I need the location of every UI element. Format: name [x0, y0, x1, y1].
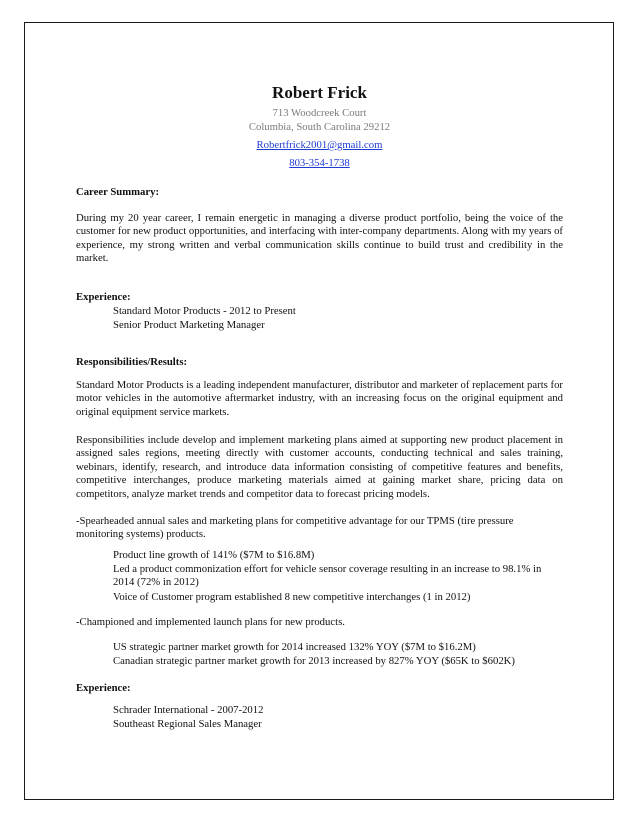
experience-2-title: Southeast Regional Sales Manager	[113, 718, 262, 730]
result-product-line-growth: Product line growth of 141% ($7M to $16.8M)	[113, 549, 315, 561]
result-canadian-partner-growth: Canadian strategic partner market growth for 2013 increased by 827% YOY ($65K to $602K)	[113, 655, 515, 667]
career-summary-text: During my 20 year career, I remain energetic in managing a diverse product portfolio, being the voice of the customer for new product opportunities, and interfacing with inter-company departments. Along with my years of experience, my strong written and verbal communication skills continue to build trust and credibility in the market.	[76, 212, 563, 265]
experience-2-company: Schrader International - 2007-2012	[113, 704, 264, 716]
email-link[interactable]: Robertfrick2001@gmail.com	[256, 139, 383, 151]
experience-heading-2: Experience:	[76, 682, 131, 694]
responsibilities-para-1: Standard Motor Products is a leading independent manufacturer, distributor and marketer of replacement parts for motor vehicles in the automotive aftermarket industry, with an increasing focus on the original equipment and original equipment service markets.	[76, 379, 563, 418]
responsibilities-para-2: Responsibilities include develop and implement marketing plans aimed at supporting new product placement in assigned sales regions, meeting directly with customer accounts, conducting technical and sales training, webinars, identify, research, and introduce data information consisting of competitive features and benefits, competitive interchanges, produce marketing materials aimed at gaining market share, pricing data on competitors, analyze market trends and competitor data to forecast pricing models.	[76, 434, 563, 500]
championed-bullet: -Championed and implemented launch plans for new products.	[76, 616, 345, 628]
address-line-2: Columbia, South Carolina 29212	[248, 121, 391, 133]
career-summary-heading: Career Summary:	[76, 186, 160, 198]
experience-heading-1: Experience:	[76, 291, 131, 303]
experience-1-title: Senior Product Marketing Manager	[113, 319, 265, 331]
responsibilities-heading: Responsibilities/Results:	[76, 356, 188, 368]
result-voice-of-customer: Voice of Customer program established 8 new competitive interchanges (1 in 2012)	[113, 591, 471, 603]
resume-name: Robert Frick	[272, 83, 367, 102]
result-us-partner-growth: US strategic partner market growth for 2014 increased 132% YOY ($7M to $16.2M)	[113, 641, 476, 653]
address-line-1: 713 Woodcreek Court	[272, 107, 367, 119]
result-commonization: Led a product commonization effort for vehicle sensor coverage resulting in an increase to 98.1% in 2014 (72% in 2012)	[113, 563, 542, 589]
spearheaded-bullet: -Spearheaded annual sales and marketing plans for competitive advantage for our TPMS (tire pressure monitoring systems) products.	[76, 515, 514, 541]
resume-page	[24, 22, 614, 800]
experience-1-company: Standard Motor Products - 2012 to Present	[113, 305, 296, 317]
phone-link[interactable]: 803-354-1738	[289, 157, 350, 169]
